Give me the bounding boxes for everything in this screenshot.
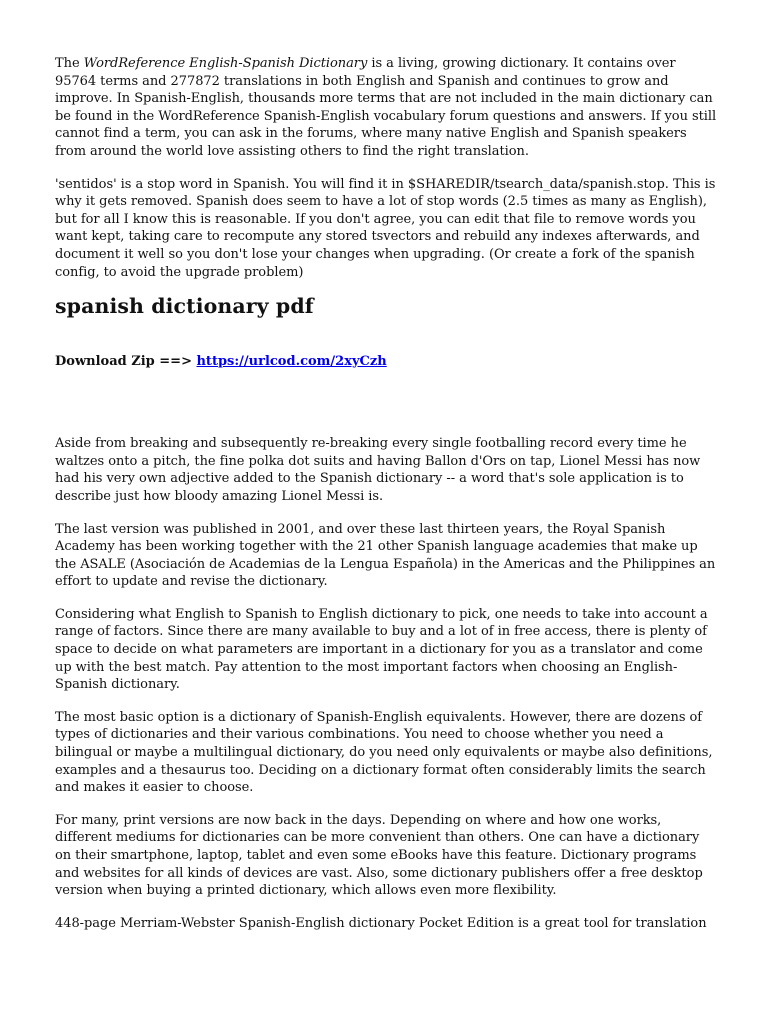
download-line <box>55 353 717 370</box>
body-paragraph-1: Aside from breaking and subsequently re-breaking every single footballing record every time he waltzes onto a pitch, the fine polka dot suits and having Ballon d'Ors on tap, Lionel Messi has now had his very own adjective added to the Spanish dictionary -- a word that's sole application is to describe just how bloody amazing Lionel Messi is. <box>55 436 701 504</box>
intro-paragraph-1-prefix: The <box>55 56 84 71</box>
download-label: Download Zip ==> <box>55 354 197 370</box>
intro-paragraph-1-rest: is a living, growing dictionary. It contains over 95764 terms and 277872 translations in both English and Spanish and continues to grow and improve. In Spanish-English, thousands more terms that are not included in the main dictionary can be found in the WordReference Spanish-English vocabulary forum questions and answers. If you still cannot find a term, you can ask in the forums, where many native English and Spanish speakers from around the world love assisting others to find the right translation. <box>55 56 717 159</box>
dictionary-title: WordReference English-Spanish Dictionary <box>83 56 368 71</box>
body-paragraph-5: For many, print versions are now back in the days. Depending on where and how one works, different mediums for dictionaries can be more convenient than others. One can have a dictionary on their smartphone, laptop, tablet and even some eBooks have this feature. Dictionary programs and websites for all kinds of devices are vast. Also, some dictionary publishers offer a free desktop version when buying a printed dictionary, which allows even more flexibility. <box>55 812 703 899</box>
body-paragraph-2: The last version was published in 2001, and over these last thirteen years, the Royal Spanish Academy has been working together with the 21 other Spanish language academies that make up the ASALE (Asociación de Academias de la Lengua Española) in the Americas and the Philippines an effort to update and revise the dictionary. <box>55 521 716 590</box>
body-paragraph-6: 448-page Merriam-Webster Spanish-English dictionary Pocket Edition is a great tool for translation <box>55 915 707 931</box>
page-heading: spanish dictionary pdf <box>55 294 314 319</box>
download-link[interactable]: https://urlcod.com/2xyCzh <box>196 354 387 370</box>
intro-paragraph-1 <box>55 55 717 161</box>
body-paragraph-4: The most basic option is a dictionary of Spanish-English equivalents. However, there are dozens of types of dictionaries and their various combinations. You need to choose whether you need a bilingual or maybe a multilingual dictionary, do you need only equivalents or maybe also definitions, examples and a thesaurus too. Deciding on a dictionary format often considerably limits the search and makes it easier to choose. <box>55 709 713 796</box>
document-page <box>55 55 717 932</box>
intro-paragraph-2: 'sentidos' is a stop word in Spanish. You will find it in $SHAREDIR/tsearch_data/spanish.stop. This is why it gets removed. Spanish does seem to have a lot of stop words (2.5 times as many as English), but for all I know this is reasonable. If you don't agree, you can edit that file to remove words you want kept, taking care to recompute any stored tsvectors and rebuild any indexes afterwards, and document it well so you don't lose your changes when upgrading. (Or create a fork of the spanish config, to avoid the upgrade problem) <box>55 176 716 280</box>
body-paragraph-3: Considering what English to Spanish to English dictionary to pick, one needs to take into account a range of factors. Since there are many available to buy and a lot of in free access, there is plenty of space to decide on what parameters are important in a dictionary for you as a translator and come up with the best match. Pay attention to the most important factors when choosing an English-Spanish dictionary. <box>55 606 708 693</box>
